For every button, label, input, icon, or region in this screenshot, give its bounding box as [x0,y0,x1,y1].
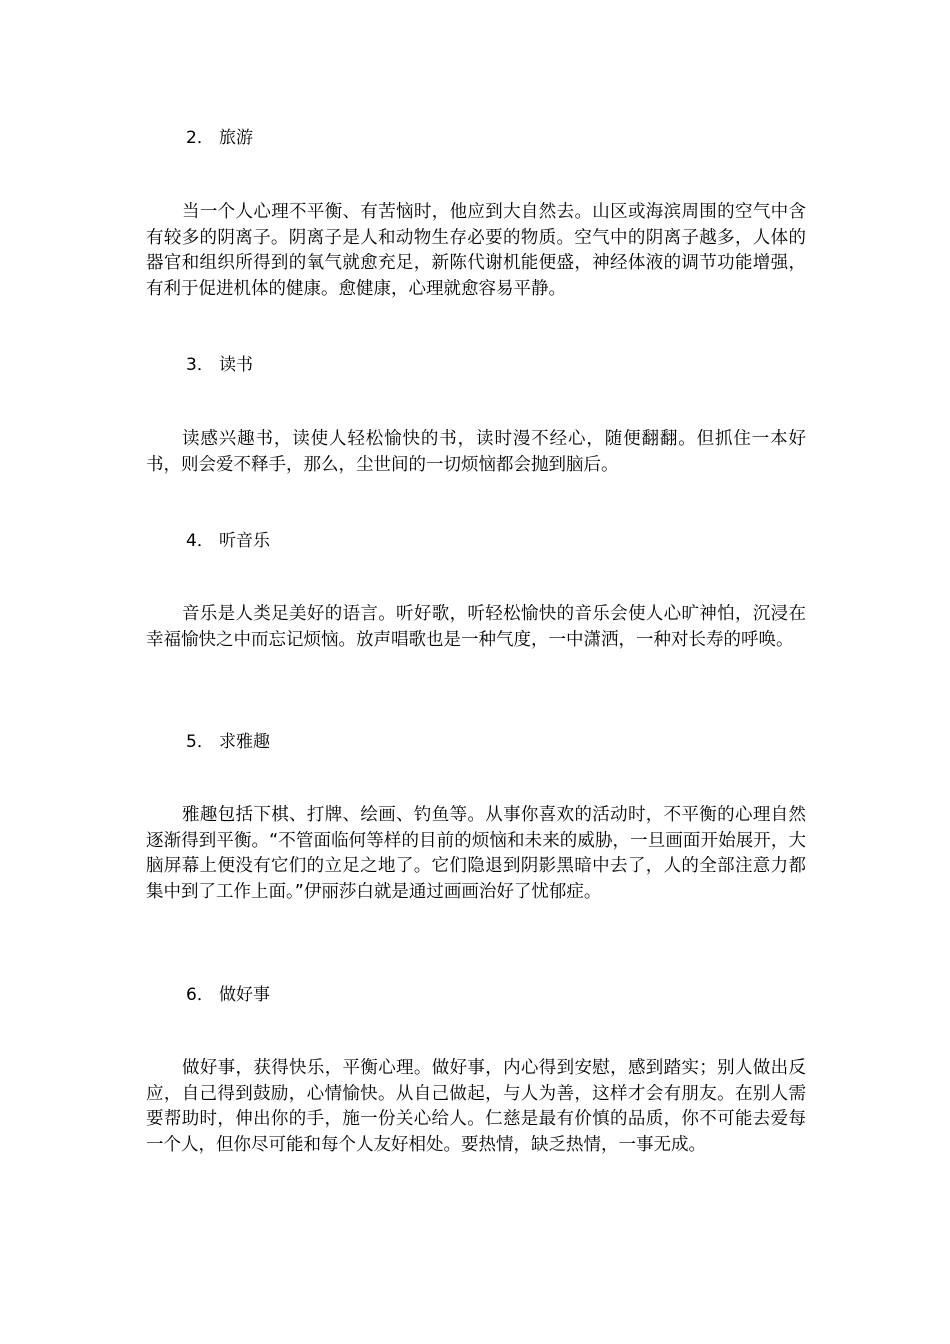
section-paragraph-hobbies: 雅趣包括下棋、打牌、绘画、钓鱼等。从事你喜欢的活动时，不平衡的心理自然逐渐得到平衡。“不管面临何等样的目前的烦恼和未来的威胁，一旦画面开始展开，大脑屏幕上便没有它们的立足之地了。它们隐退到阴影黑暗中去了，人的全部注意力都集中到了工作上面。”伊丽莎白就是通过画画治好了忧郁症。 [146,805,806,902]
section-heading-good-deeds [186,983,270,1007]
section-number: 2． [186,128,214,148]
section-paragraph-travel: 当一个人心理不平衡、有苦恼时，他应到大自然去。山区或海滨周围的空气中含有较多的阴离子。阴离子是人和动物生存必要的物质。空气中的阴离子越多，人体的器官和组织所得到的氧气就愈充足，新陈代谢机能便盛，神经体液的调节功能增强，有利于促进机体的健康。愈健康，心理就愈容易平静。 [146,202,806,299]
section-number: 6． [186,985,214,1005]
section-paragraph-good-deeds: 做好事，获得快乐，平衡心理。做好事，内心得到安慰，感到踏实；别人做出反应，自己得到鼓励，心情愉快。从自己做起，与人为善，这样才会有朋友。在别人需要帮助时，伸出你的手，施一份关心给人。仁慈是最有价慎的品质，你不可能去爱每一个人，但你尽可能和每个人友好相处。要热情，缺乏热情，一事无成。 [146,1058,806,1155]
section-heading-music [186,529,270,553]
section-paragraph-music: 音乐是人类足美好的语言。听好歌，听轻松愉快的音乐会使人心旷神怕，沉浸在幸福愉快之中而忘记烦恼。放声唱歌也是一种气度，一中潇洒，一种对长寿的呼唤。 [146,604,806,650]
section-paragraph-reading: 读感兴趣书，读使人轻松愉快的书，读时漫不经心，随便翻翻。但抓住一本好书，则会爱不释手，那么，尘世间的一切烦恼都会抛到脑后。 [146,429,806,475]
section-number: 5． [186,732,214,752]
section-title: 旅游 [219,128,253,148]
section-title: 读书 [219,355,253,375]
section-title: 求雅趣 [219,732,270,752]
section-heading-travel [186,126,253,150]
section-title: 听音乐 [219,531,270,551]
section-number: 3． [186,355,214,375]
section-heading-hobbies [186,730,270,754]
section-heading-reading [186,353,253,377]
section-title: 做好事 [219,985,270,1005]
section-number: 4． [186,531,214,551]
